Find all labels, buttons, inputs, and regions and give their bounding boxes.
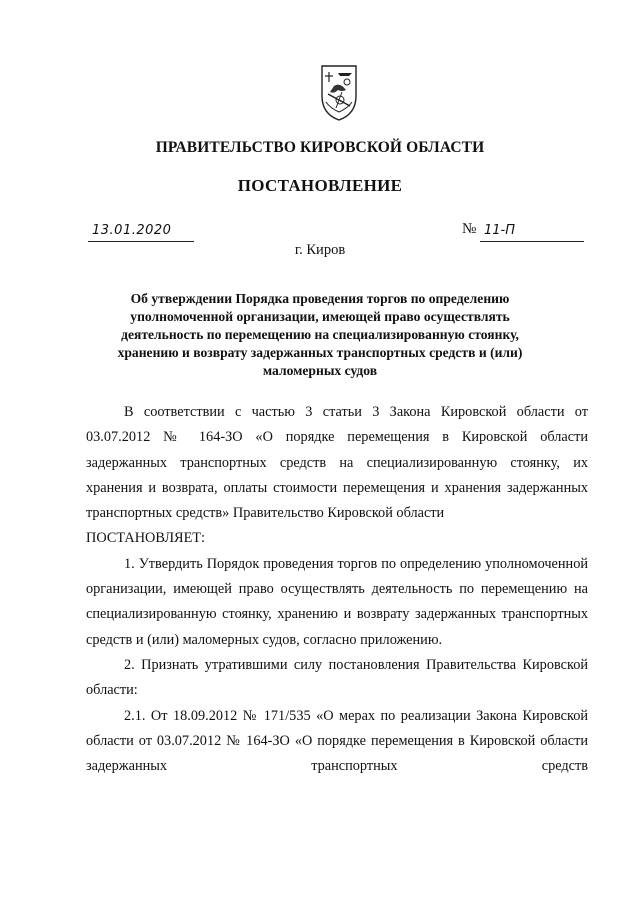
number-field — [480, 223, 584, 242]
document-number: 11-П — [484, 223, 516, 238]
document-date: 13.01.2020 — [92, 223, 172, 238]
paragraph-item-1: 1. Утвердить Порядок проведения торгов по определению уполномоченной организации, имеющей право осуществлять деятельность по перемещению на специализированную стоянку, хранению и возврату задержанных транспортных средств и (или) маломерных судов, согласно приложению. — [86, 555, 588, 648]
paragraph-item-2-1: 2.1. От 18.09.2012 № 171/535 «О мерах по реализации Закона Кировской области от 03.07.2012 № 164-ЗО «О порядке перемещения в Кировской области задержанных транспортных средств — [86, 707, 588, 775]
paragraph-resolves: ПОСТАНОВЛЯЕТ: — [86, 530, 206, 547]
organization-title: ПРАВИТЕЛЬСТВО КИРОВСКОЙ ОБЛАСТИ — [155, 139, 485, 156]
date-field — [88, 223, 194, 242]
document-body — [86, 400, 588, 779]
document-city: г. Киров — [294, 242, 346, 258]
paragraph-preamble: В соответствии с частью 3 статьи 3 Закона Кировской области от 03.07.2012 № 164-ЗО «О порядке перемещения в Кировской области задержанных транспортных средств на специализированную стоянку, их хранения и возврата, оплаты стоимости перемещения и хранения задержанных транспортных средств» Правительство Кировской области — [86, 404, 588, 522]
document-heading: Об утверждении Порядка проведения торгов по определению уполномоченной организации, имеющей право осуществлять деятельность по перемещению на специализированную стоянку, хранению и возврату задержанных транспортных средств и (или) маломерных судов — [117, 291, 523, 378]
document-type: ПОСТАНОВЛЕНИЕ — [237, 176, 403, 195]
paragraph-item-2: 2. Признать утратившими силу постановления Правительства Кировской области: — [86, 656, 588, 699]
number-label: № — [462, 221, 477, 237]
coat-of-arms-icon — [316, 64, 362, 122]
